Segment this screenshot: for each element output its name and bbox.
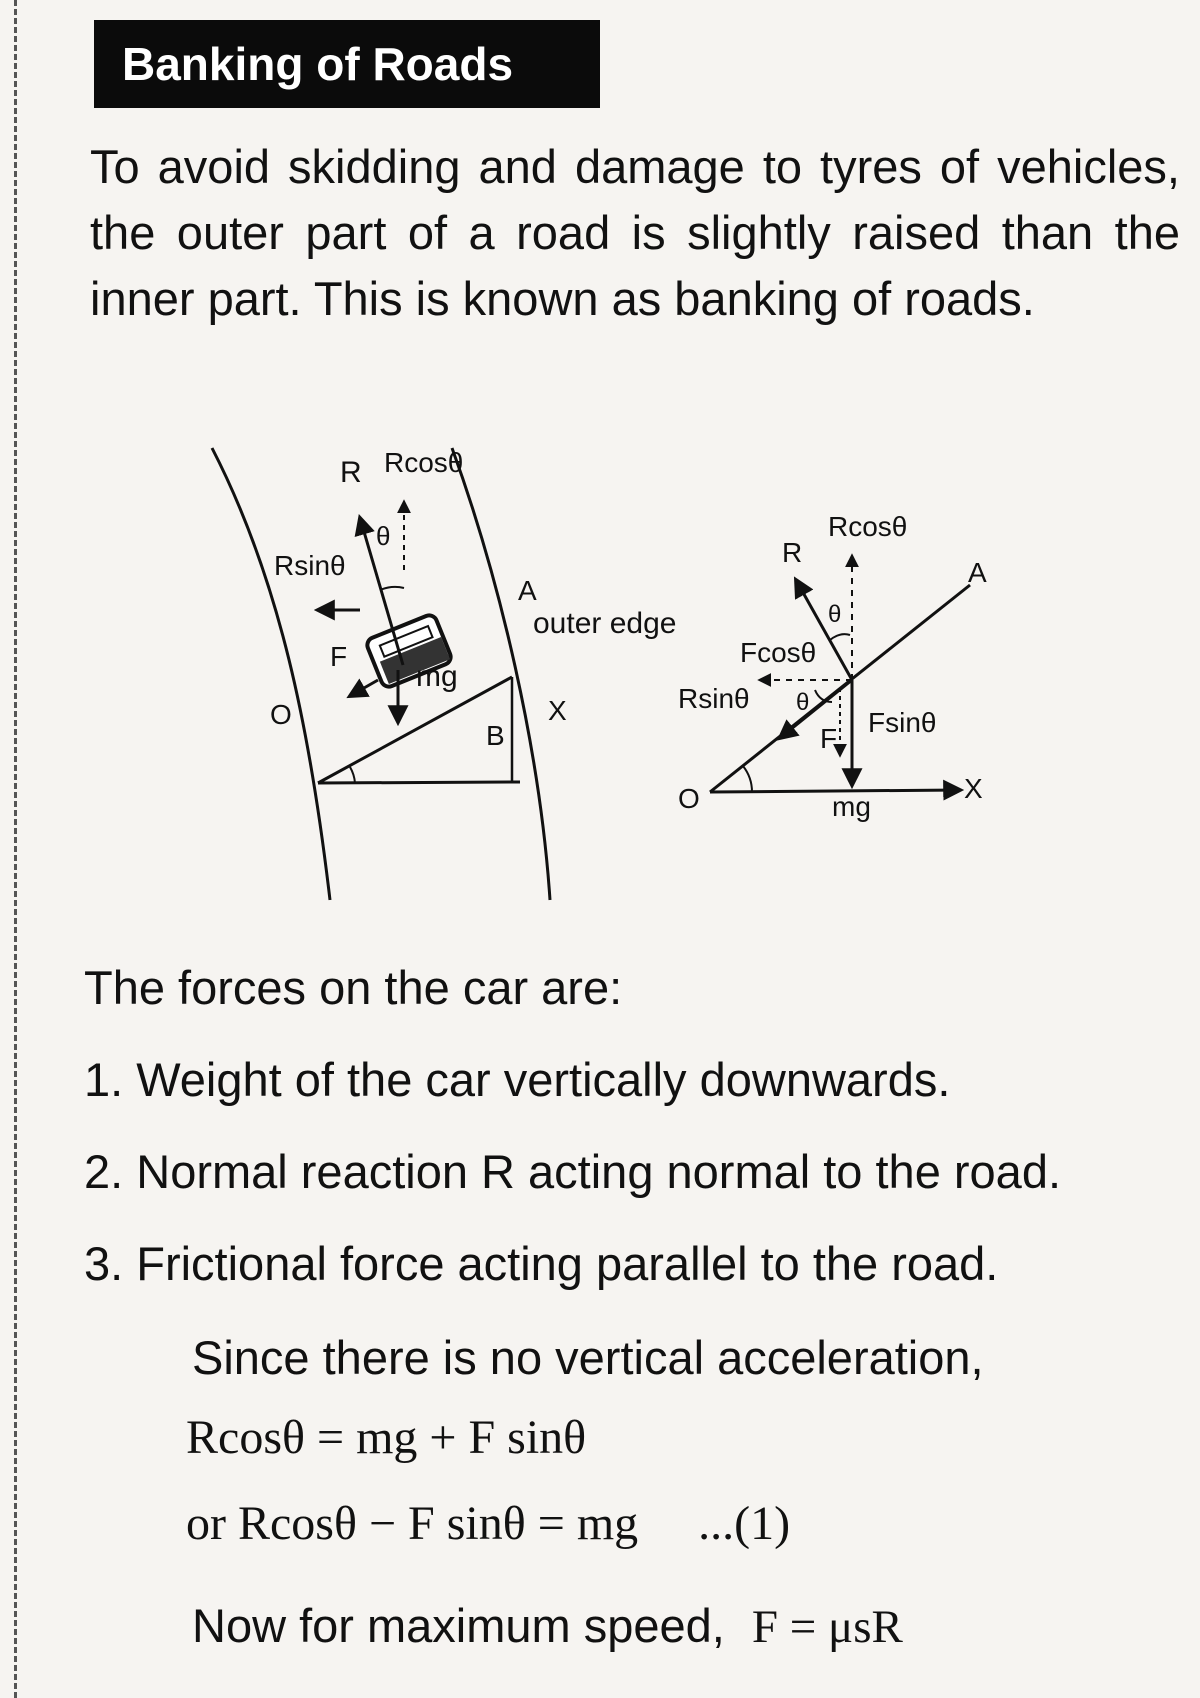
max-speed-equation: F = μsR xyxy=(751,1601,903,1653)
equation-1: Rcosθ = mg + F sinθ xyxy=(186,1411,587,1464)
label-Fcos-right: Fcosθ xyxy=(740,637,817,668)
dashed-edge-line xyxy=(14,0,17,1698)
label-Fsin-right: Fsinθ xyxy=(868,707,937,738)
label-F-left: F xyxy=(330,641,348,672)
label-A-left: A xyxy=(518,575,537,606)
list-item: 3. Frictional force acting parallel to the road. xyxy=(84,1237,999,1290)
label-Rcos-left: Rcosθ xyxy=(384,447,464,478)
label-R-left: R xyxy=(340,456,362,489)
label-O-right: O xyxy=(678,783,700,814)
label-A-right: A xyxy=(968,557,987,588)
equation-number: ...(1) xyxy=(698,1497,791,1550)
since-text: Since there is no vertical acceleration, xyxy=(192,1331,984,1384)
ground-line-OB xyxy=(318,782,520,783)
road-curve-outer xyxy=(452,448,550,900)
list-item: 2. Normal reaction R acting normal to the road. xyxy=(84,1145,1062,1198)
forces-heading: The forces on the car are: xyxy=(84,961,623,1014)
label-theta-left: θ xyxy=(376,521,391,551)
label-outer-edge: outer edge xyxy=(533,607,677,640)
right-diagram xyxy=(678,511,987,822)
label-theta-right-mid: θ xyxy=(796,689,810,716)
intro-paragraph: To avoid skidding and damage to tyres of vehicles, the outer part of a road is slightly raised than the inner part. This is known as banking of roads. xyxy=(90,140,1180,325)
label-Rcos-right: Rcosθ xyxy=(828,511,908,542)
label-mg-right: mg xyxy=(832,791,871,822)
section-title: Banking of Roads xyxy=(94,20,600,108)
label-O-left: O xyxy=(270,699,292,730)
equation-2-body: or Rcosθ − F sinθ = mg xyxy=(186,1497,639,1550)
bank-angle-arc xyxy=(350,767,355,783)
label-F-right: F xyxy=(820,723,838,754)
equation-2 xyxy=(186,1496,790,1551)
label-theta-right-top: θ xyxy=(828,601,842,628)
left-diagram xyxy=(212,447,676,900)
label-Rsin-left: Rsinθ xyxy=(274,550,346,581)
label-X-right: X xyxy=(964,773,983,804)
label-X-left: X xyxy=(548,695,567,726)
right-F-arrow xyxy=(780,680,852,738)
right-bank-angle-arc xyxy=(743,766,752,792)
list-item: 1. Weight of the car vertically downwards. xyxy=(84,1053,951,1106)
label-Rsin-right: Rsinθ xyxy=(678,683,750,714)
theta-arc-left xyxy=(380,587,404,590)
right-theta-arc-top xyxy=(830,634,850,640)
banking-diagram xyxy=(200,430,1100,910)
label-mg-left: mg xyxy=(416,660,458,693)
label-B-left: B xyxy=(486,720,505,751)
road-curve-inner xyxy=(212,448,330,900)
friction-arrow-left xyxy=(350,680,378,696)
max-speed-line xyxy=(192,1598,903,1654)
banked-road-OA xyxy=(318,677,512,783)
label-R-right: R xyxy=(782,537,803,568)
max-speed-text: Now for maximum speed, xyxy=(192,1599,725,1652)
forces-list xyxy=(84,1050,1061,1326)
